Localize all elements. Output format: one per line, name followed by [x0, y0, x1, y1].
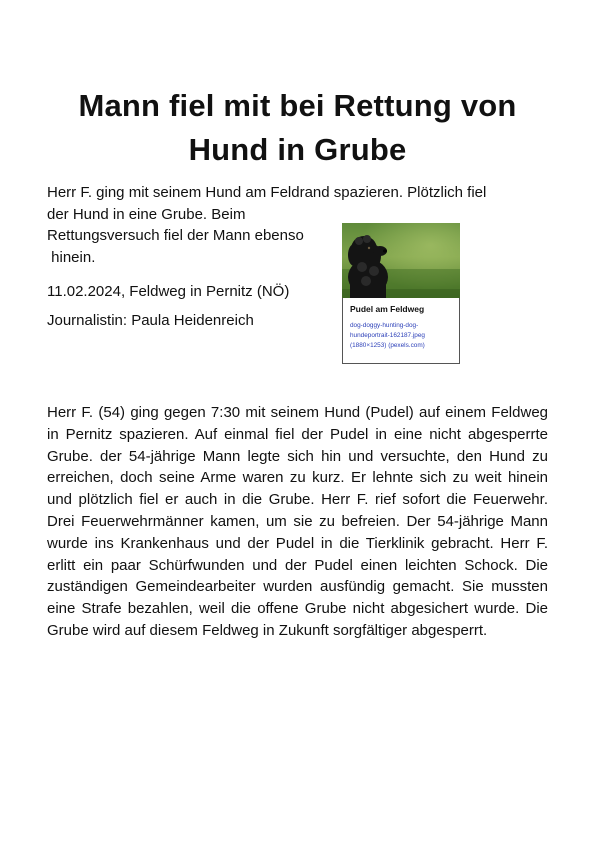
lead-line: Herr F. ging mit seinem Hund am Feldrand spazieren. Plötzlich fiel [47, 184, 487, 201]
author-line: Journalistin: Paula Heidenreich [47, 312, 254, 329]
credit-line: (1880×1253) (pexels.com) [350, 342, 425, 349]
figure-caption: Pudel am Feldweg [350, 304, 425, 314]
lead-line: hinein. [47, 248, 96, 266]
lead-line: der Hund in eine Grube. Beim [47, 205, 246, 223]
lead-line: Rettungsversuch fiel der Mann ebenso [47, 227, 304, 244]
credit-line: hundeportrait-162187.jpeg [350, 332, 425, 339]
credit-line: dog-doggy-hunting-dog- [350, 322, 419, 329]
article-lead [47, 182, 552, 268]
dateline: 11.02.2024, Feldweg in Pernitz (NÖ) [47, 283, 290, 300]
image-credit [350, 321, 458, 351]
dog-photo [342, 223, 460, 298]
article-body: Herr F. (54) ging gegen 7:30 mit seinem Hund (Pudel) auf einem Feldweg in Pernitz spazieren. Auf einmal fiel der Pudel in eine nicht abgesperrte Grube. der 54-jährige Mann legte sich hin und versuchte, den Hund zu erreichen, doch seine Arme waren zu kurz. Er lehnte sich zu weit hinein und plötzlich fiel er auch in die Grube. Herr F. rief sofort die Feuerwehr. Drei Feuerwehrmänner kamen, um sie zu befreien. Der 54-jährige Mann wurde ins Krankenhaus und der Pudel in die Tierklinik gebracht. Herr F. erlitt ein paar Schürfwunden und der Pudel einen leichten Schock. Die zuständigen Gemeindearbeiter wurden ausfündig gemacht. Sie mussten eine Strafe bezahlen, weil die offene Grube nicht abgesichert wurde. Die Grube wird auf diesem Feldweg in Zukunft sorgfältiger abgesperrt. [47, 404, 548, 639]
article-headline: Mann fiel mit bei Rettung von Hund in Grube [78, 88, 517, 167]
image-figure [342, 223, 460, 364]
